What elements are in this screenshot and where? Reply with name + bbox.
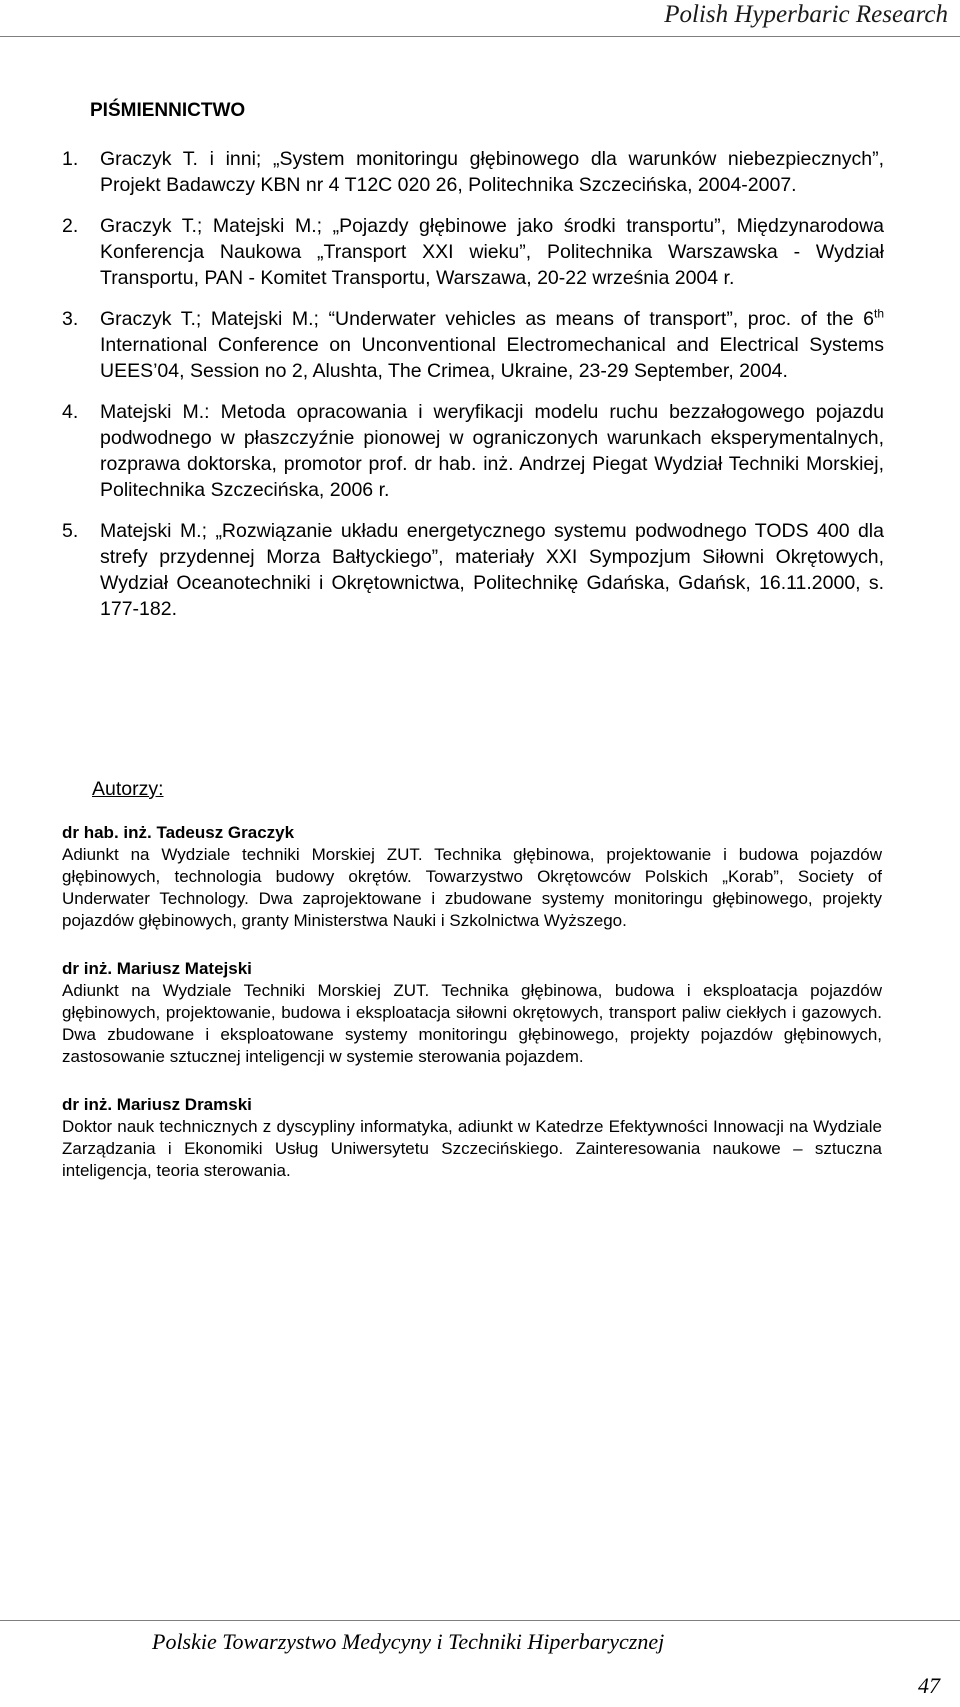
author-bio: Adiunkt na Wydziale techniki Morskiej ZUT. Technika głębinowa, projektowanie i budowa pojazdów głębinowych, technologia budowy okrętów. Towarzystwo Okrętowców Polskich „Korab”, Society of Underwater Technology. Dwa zaprojektowane i zbudowane systemy monitoringu głębinowego, projekty pojazdów głębinowych, granty Ministerstwa Nauki i Szkolnictwa Wyższego. [62, 845, 882, 930]
author-entry [62, 822, 882, 932]
reference-text: Graczyk T.; Matejski M.; „Pojazdy głębinowe jako środki transportu”, Międzynarodowa Konferencja Naukowa „Transport XXI wieku”, Politechnika Warszawska - Wydział Transportu, PAN - Komitet Transportu, Warszawa, 20-22 września 2004 r. [100, 215, 884, 289]
reference-number: 1. [62, 148, 79, 170]
footer-journal-name: Polskie Towarzystwo Medycyny i Techniki Hiperbarycznej [152, 1629, 665, 1654]
reference-text-part: Graczyk T.; Matejski M.; “Underwater vehicles as means of transport”, proc. of the 6 [100, 308, 874, 330]
author-entry [62, 1094, 882, 1182]
header-divider [0, 36, 960, 37]
reference-text-part: International Conference on Unconventional Electromechanical and Electrical Systems UEES’04, Session no 2, Alushta, The Crimea, Ukraine, 23-29 September, 2004. [100, 334, 884, 382]
running-header-journal: Polish Hyperbaric Research [664, 1, 948, 28]
author-entry [62, 958, 882, 1068]
reference-item [62, 518, 884, 622]
author-name: dr hab. inż. Tadeusz Graczyk [62, 823, 295, 842]
author-name: dr inż. Mariusz Matejski [62, 959, 252, 978]
bibliography-title: PIŚMIENNICTWO [90, 100, 246, 121]
author-bio: Doktor nauk technicznych z dyscypliny informatyka, adiunkt w Katedrze Efektywności Innowacji na Wydziale Zarządzania i Ekonomiki Usług Uniwersytetu Szczecińskiego. Zainteresowania naukowe – sztuczna inteligencja, teoria sterowania. [62, 1117, 882, 1180]
reference-item [62, 306, 884, 384]
author-name: dr inż. Mariusz Dramski [62, 1095, 252, 1114]
authors-heading: Autorzy: [92, 778, 164, 800]
reference-number: 3. [62, 308, 79, 330]
reference-number: 5. [62, 520, 79, 542]
author-bio: Adiunkt na Wydziale Techniki Morskiej ZUT. Technika głębinowa, budowa i eksploatacja pojazdów głębinowych, projektowanie, budowa i eksploatacja siłowni okrętowych, transport paliw ciekłych i gazowych. Dwa zbudowane i eksploatowane systemy monitoringu głębinowego, projekty pojazdów głębinowych, zastosowanie sztucznej inteligencji w systemie sterowania pojazdem. [62, 981, 882, 1066]
reference-text: Graczyk T. i inni; „System monitoringu głębinowego dla warunków niebezpiecznych”, Projekt Badawczy KBN nr 4 T12C 020 26, Politechnika Szczecińska, 2004-2007. [100, 148, 884, 196]
page-number: 47 [918, 1673, 940, 1698]
reference-text: Matejski M.: Metoda opracowania i weryfikacji modelu ruchu bezzałogowego pojazdu podwodnego w płaszczyźnie pionowej w ograniczonych warunkach eksperymentalnych, rozprawa doktorska, promotor prof. dr hab. inż. Andrzej Piegat Wydział Techniki Morskiej, Politechnika Szczecińska, 2006 r. [100, 401, 884, 501]
reference-item [62, 399, 884, 503]
reference-list [62, 146, 884, 637]
reference-item [62, 213, 884, 291]
authors-list [62, 822, 882, 1208]
footer-divider [0, 1620, 960, 1621]
ordinal-superscript: th [873, 306, 884, 321]
reference-number: 2. [62, 215, 79, 237]
reference-item [62, 146, 884, 198]
reference-number: 4. [62, 401, 79, 423]
reference-text: Matejski M.; „Rozwiązanie układu energetycznego systemu podwodnego TODS 400 dla strefy przydennej Morza Bałtyckiego”, materiały XXI Sympozjum Siłowni Okrętowych, Wydział Oceanotechniki i Okrętownictwa, Politechnikę Gdańska, Gdańsk, 16.11.2000, s. 177-182. [100, 520, 884, 620]
reference-text [100, 306, 884, 384]
